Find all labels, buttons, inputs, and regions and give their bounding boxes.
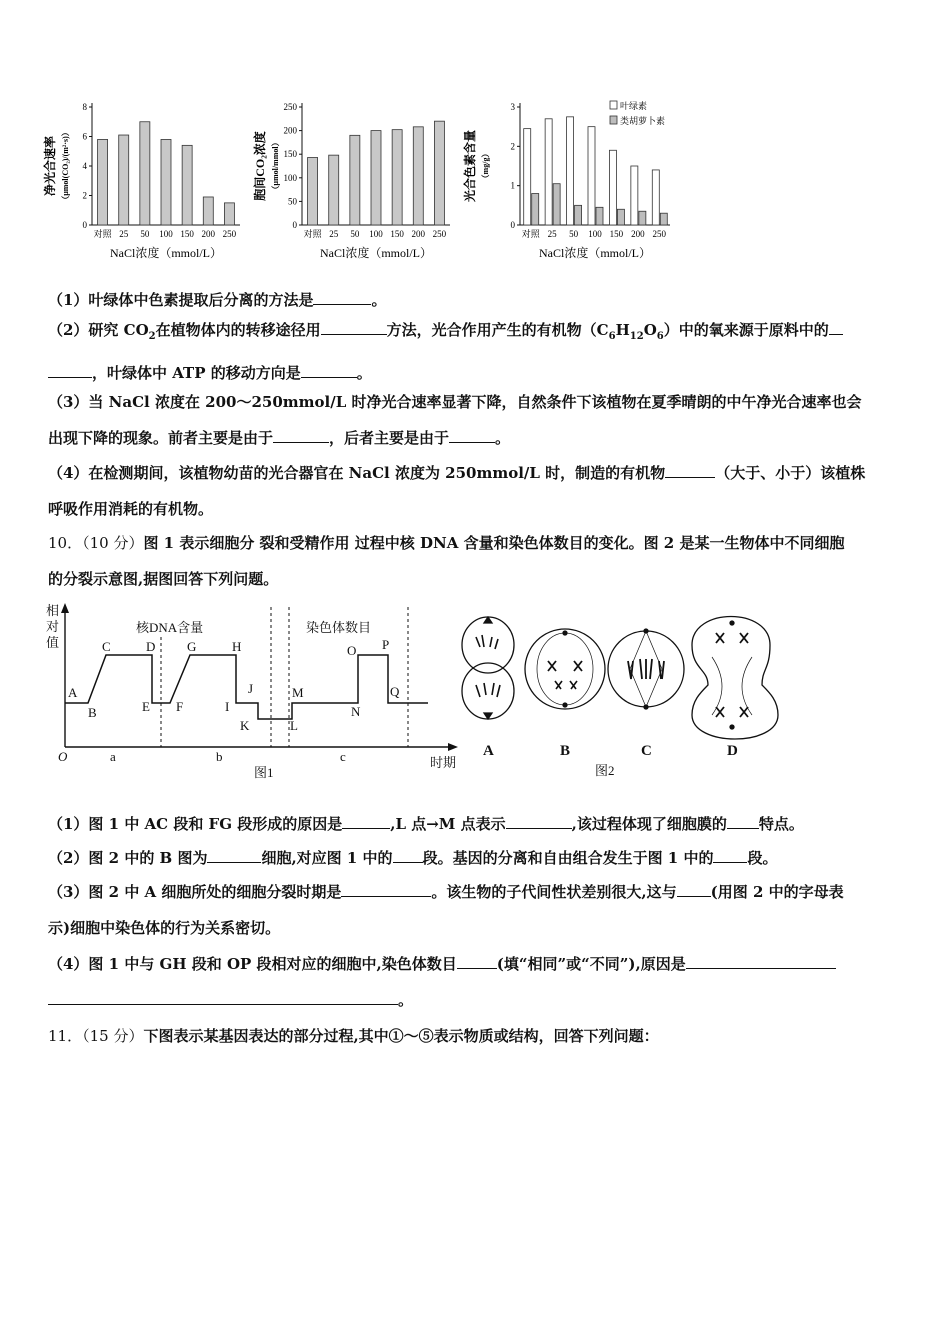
chart-bar xyxy=(224,203,234,225)
chart-ytick-label: 200 xyxy=(283,125,297,136)
chart-ytick-label: 250 xyxy=(283,102,297,112)
answer-blank[interactable] xyxy=(449,426,495,443)
chart-bar xyxy=(596,207,603,225)
chart-ylabel: 光合色素含量 xyxy=(463,129,477,203)
answer-blank[interactable] xyxy=(341,880,431,897)
chart-xtick-label: 150 xyxy=(609,229,624,239)
answer-blank[interactable] xyxy=(48,988,398,1005)
chart-bar xyxy=(545,119,552,225)
q9-sub1: （1）叶绿体中色素提取后分离的方法是 。 xyxy=(48,282,910,318)
chart-pigment-content xyxy=(460,95,690,270)
chart-xtick-label: 对照 xyxy=(303,229,322,239)
answer-blank[interactable] xyxy=(342,812,390,829)
fig1-point-label: H xyxy=(232,639,242,654)
fig1-ylabel-char: 值 xyxy=(46,635,60,650)
chart-bar xyxy=(350,135,360,225)
fig1-segment-label: a xyxy=(110,749,116,764)
chart-legend-label: 叶绿素 xyxy=(620,101,648,111)
cell-b xyxy=(525,629,605,709)
fig2-caption: 图2 xyxy=(595,763,615,778)
chart-xtick-label: 100 xyxy=(369,229,383,239)
chart-ytick-label: 6 xyxy=(82,131,87,142)
answer-blank[interactable] xyxy=(686,952,836,969)
fig1-caption: 图1 xyxy=(254,765,274,780)
fig1-ylabel-char: 相 xyxy=(46,603,60,618)
question-number: 11．（15 分） xyxy=(48,1027,144,1045)
nacl-charts xyxy=(40,95,680,270)
answer-blank[interactable] xyxy=(301,361,357,378)
fig1-ylabel-char: 对 xyxy=(46,619,60,634)
chart-bar xyxy=(617,209,624,225)
chart-ytick-label: 1 xyxy=(510,180,515,191)
fig1-point-label: Q xyxy=(390,684,400,699)
chart-xtick-label: 50 xyxy=(350,229,360,239)
answer-blank[interactable] xyxy=(829,318,843,335)
fig1-point-label: B xyxy=(88,705,97,720)
chart-xtick-label: 100 xyxy=(588,229,602,239)
chart-xlabel: NaCl浓度（mmol/L） xyxy=(320,246,432,260)
answer-blank[interactable] xyxy=(727,812,759,829)
chart-ytick-label: 0 xyxy=(82,220,87,230)
q11-stem: 11．（15 分）下图表示某基因表达的部分过程,其中①～⑤表示物质或结构，回答下列问题： xyxy=(48,1027,659,1045)
q10-figures xyxy=(40,597,830,792)
fig1-x-arrow xyxy=(448,743,458,751)
fig1-point-label: K xyxy=(240,718,250,733)
chart-bar xyxy=(575,205,582,225)
chart-legend-swatch xyxy=(610,101,617,109)
chart-xtick-label: 200 xyxy=(201,229,216,239)
fig2-label-b: B xyxy=(560,743,571,759)
chart-xtick-label: 200 xyxy=(631,229,645,239)
chart-intercellular-co2 xyxy=(250,95,460,270)
chart-xtick-label: 200 xyxy=(411,229,426,239)
chart-ytick-label: 50 xyxy=(288,196,297,207)
fig1-point-label: A xyxy=(68,685,78,700)
chart-xtick-label: 250 xyxy=(222,229,237,239)
fig1-curve xyxy=(65,655,428,719)
chart-bar xyxy=(660,213,667,225)
chart-xtick-label: 250 xyxy=(652,229,667,239)
question-number: 10．（10 分） xyxy=(48,534,144,552)
chart-yunit: （μmol/mmol） xyxy=(271,138,280,194)
chart-ytick-label: 150 xyxy=(283,149,297,160)
chart-ytick-label: 4 xyxy=(82,161,87,171)
answer-blank[interactable] xyxy=(207,846,261,863)
chart-bar xyxy=(203,197,213,225)
chart-xtick-label: 对照 xyxy=(93,229,112,239)
chart-xtick-label: 25 xyxy=(547,229,557,239)
fig1-xlabel: 时期 xyxy=(430,755,457,770)
chart-yunit: （μmol(CO₂)/(m²·s)） xyxy=(61,128,70,204)
chart-bar xyxy=(161,139,171,225)
fig1-point-label: P xyxy=(382,637,390,652)
chart-xtick-label: 25 xyxy=(329,229,339,239)
chart-bar xyxy=(652,170,659,225)
cell-d xyxy=(692,617,778,740)
chart-bar xyxy=(119,135,129,225)
chart-bar xyxy=(609,150,616,225)
chart-ytick-label: 2 xyxy=(510,141,515,152)
chart-bar xyxy=(182,145,192,225)
chart-legend-swatch xyxy=(610,116,617,124)
chart-bar xyxy=(639,211,646,225)
q10-sub2: （2）图 2 中的 B 图为 细胞,对应图 1 中的 段。基因的分离和自由组合发生于图 1 中的 段。 xyxy=(48,840,910,876)
chart-ytick-label: 8 xyxy=(82,102,87,112)
chart-xtick-label: 250 xyxy=(432,229,447,239)
chart-xtick-label: 150 xyxy=(180,229,194,239)
chart-bar xyxy=(532,194,539,225)
q10-stem: 10．（10 分）图 1 表示细胞分 裂和受精作用 过程中核 DNA 含量和染色体数目的变化。图 2 是某一生物体中不同细胞 的分裂示意图,据图回答下列问题。 xyxy=(48,534,845,588)
answer-blank[interactable] xyxy=(313,288,371,305)
q9-sub4: （4）在检测期间，该植物幼苗的光合器官在 NaCl 浓度为 250mmol/L 时，制造的有机物 （大于、小于）该植株 呼吸作用消耗的有机物。 xyxy=(48,455,910,527)
fig1-point-label: O xyxy=(347,643,357,658)
fig1-point-label: J xyxy=(248,681,254,696)
chart-bar xyxy=(588,127,595,225)
q10-sub1: （1）图 1 中 AC 段和 FG 段形成的原因是 ,L 点→M 点表示 ,该过程体现了细胞膜的 特点。 xyxy=(48,806,910,842)
q10-sub4: （4）图 1 中与 GH 段和 OP 段相对应的细胞中,染色体数目 (填“相同”或“不同”),原因是 。 xyxy=(48,946,910,1018)
chart-xtick-label: 25 xyxy=(119,229,129,239)
chart-bar xyxy=(392,130,402,225)
chart-ytick-label: 2 xyxy=(82,190,87,201)
chart-xlabel: NaCl浓度（mmol/L） xyxy=(539,246,651,260)
chart-ytick-label: 0 xyxy=(292,220,297,230)
chart-bar xyxy=(98,139,108,225)
fig1-point-label: E xyxy=(142,699,150,714)
answer-blank[interactable] xyxy=(506,812,572,829)
fig2-label-a: A xyxy=(483,743,494,759)
chart-ylabel: 胞间CO₂浓度 xyxy=(253,131,267,201)
chart-bar xyxy=(371,131,381,225)
fig1-point-label: L xyxy=(290,718,298,733)
chart-bar xyxy=(329,155,339,225)
fig1-dna-label: 核DNA含量 xyxy=(136,620,204,635)
chart-ytick-label: 100 xyxy=(283,172,297,183)
fig1-point-label: I xyxy=(225,699,230,714)
answer-blank[interactable] xyxy=(321,318,387,335)
chart-bar xyxy=(308,158,318,225)
cell-c xyxy=(608,629,684,709)
fig1-point-label: M xyxy=(292,685,304,700)
chart-bar xyxy=(413,127,423,225)
chart-bar xyxy=(553,184,560,225)
cell-a xyxy=(462,617,514,719)
answer-blank[interactable] xyxy=(48,361,92,378)
chart-yunit: （mg/g） xyxy=(481,149,490,183)
chart-ytick-label: 3 xyxy=(510,102,515,112)
chart-bar xyxy=(524,129,531,225)
chart-bar xyxy=(140,122,150,225)
chart-legend-label: 类胡萝卜素 xyxy=(620,116,666,126)
chart-ytick-label: 0 xyxy=(510,220,515,230)
fig1-chrom-label: 染色体数目 xyxy=(306,620,372,635)
fig2-label-d: D xyxy=(727,743,738,759)
answer-blank[interactable] xyxy=(665,461,715,478)
answer-blank[interactable] xyxy=(457,952,497,969)
chart-xlabel: NaCl浓度（mmol/L） xyxy=(110,246,222,260)
fig1-point-label: D xyxy=(146,639,156,654)
fig1-point-label: F xyxy=(176,699,184,714)
fig1-point-label: C xyxy=(102,639,111,654)
fig2-label-c: C xyxy=(641,743,652,759)
chart-xtick-label: 50 xyxy=(140,229,150,239)
fig1-origin: O xyxy=(58,749,68,764)
q10-sub3: （3）图 2 中 A 细胞所处的细胞分裂时期是 。该生物的子代间性状差别很大,这与 (用图 2 中的字母表 示)细胞中染色体的行为关系密切。 xyxy=(48,874,910,946)
chart-bar xyxy=(567,117,574,225)
q9-sub2: （2）研究 $CO_2$在植物体内的转移途径用 方法，光合作用产生的有机物$(C_6H_{12}O_6)$中的氧来源于原料中的 ，叶绿体中 ATP 的移动方向是 。 xyxy=(48,312,910,391)
fig1-point-label: N xyxy=(351,704,361,719)
chart-bar xyxy=(434,121,444,225)
answer-blank[interactable] xyxy=(713,846,747,863)
fig1-segment-label: c xyxy=(340,749,346,764)
answer-blank[interactable] xyxy=(273,426,329,443)
chart-xtick-label: 100 xyxy=(159,229,173,239)
fig2-cells xyxy=(462,617,778,740)
answer-blank[interactable] xyxy=(677,880,711,897)
figure-1-and-2 xyxy=(40,597,830,792)
chart-xtick-label: 150 xyxy=(390,229,404,239)
fig1-segment-label: b xyxy=(216,749,223,764)
fig1-y-arrow xyxy=(61,603,69,613)
q9-sub1-text: （1）叶绿体中色素提取后分离的方法是 xyxy=(48,291,314,309)
chart-bar xyxy=(631,166,638,225)
chart-xtick-label: 对照 xyxy=(521,229,540,239)
q9-sub3: （3）当 NaCl 浓度在 200～250mmol/L 时净光合速率显著下降，自然条件下该植物在夏季晴朗的中午净光合速率也会 出现下降的现象。前者主要是由于 ，后者主要是由于 。 xyxy=(48,393,862,447)
chart-ylabel: 净光合速率 xyxy=(43,135,57,197)
chart-xtick-label: 50 xyxy=(569,229,579,239)
chart-net-photosynthesis xyxy=(40,95,250,270)
fig1-point-label: G xyxy=(187,639,197,654)
answer-blank[interactable] xyxy=(393,846,423,863)
